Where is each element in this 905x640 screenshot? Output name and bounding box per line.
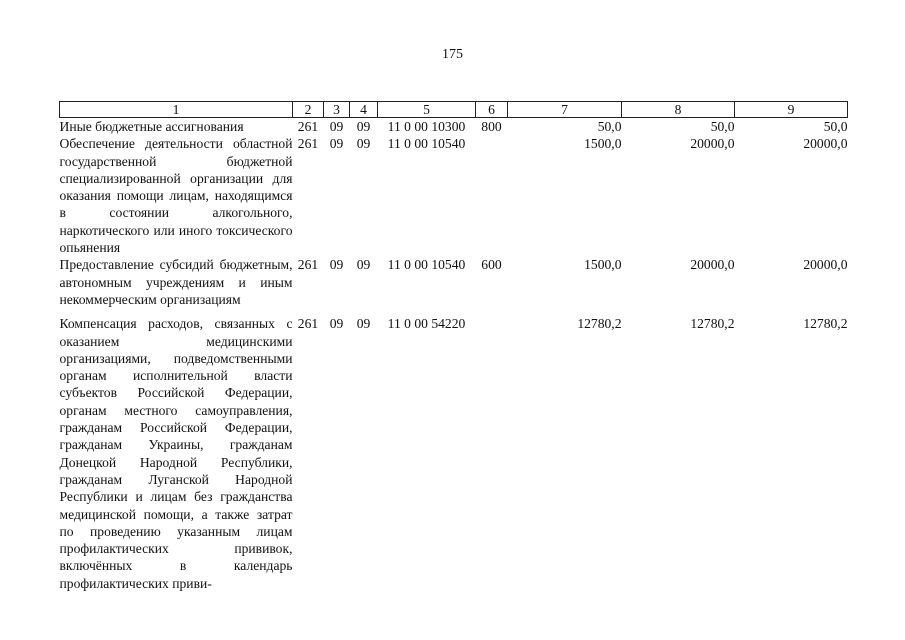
column-header-6: 6 [476,102,508,118]
table-row [60,135,848,256]
cell-col-9: 20000,0 [803,136,848,152]
cell-col-8: 50,0 [710,119,735,134]
column-header-5: 5 [378,102,476,118]
cell-col-5: 11 0 00 10540 [387,136,466,152]
column-header-1: 1 [60,102,293,118]
cell-col-7: 1500,0 [584,136,622,152]
row-description: Компенсация расходов, связанных с оказанием медицинскими организациями, подведомственными органам исполнительной власти субъектов Российской Федерации, органам местного самоуправления, гражданам Российской Федерации, гражданам Украины, гражданам Донецкой Народной Республики, гражданам Луганской Народной Республики и лицам без гражданства медицинской помощи, а также затрат по проведению указанным лицам профилактических прививок, включённых в календарь профилактических приви- [59,316,293,591]
cell-col-9: 12780,2 [803,316,848,332]
table-row [60,308,848,592]
cell-col-2: 261 [297,316,319,332]
cell-col-8: 20000,0 [690,136,735,152]
cell-col-3: 09 [329,119,344,134]
column-header-4: 4 [350,102,378,118]
page-number: 175 [442,47,463,62]
table-row [60,118,848,136]
cell-col-8: 20000,0 [690,257,735,273]
cell-col-4: 09 [356,136,371,152]
cell-col-8: 12780,2 [690,316,735,332]
table-header-row [60,102,848,118]
cell-col-6: 600 [481,257,502,273]
cell-col-3: 09 [329,136,344,152]
cell-col-6 [476,308,508,592]
cell-col-5: 11 0 00 10540 [387,257,466,273]
cell-col-3: 09 [329,257,344,273]
table-row [60,256,848,308]
column-header-7: 7 [508,102,622,118]
column-header-8: 8 [622,102,735,118]
row-description: Иные бюджетные ассигнования [59,119,244,134]
cell-col-6 [476,135,508,256]
cell-col-2: 261 [297,119,319,134]
cell-col-2: 261 [297,136,319,152]
cell-col-7: 50,0 [597,119,622,134]
cell-col-5: 11 0 00 10300 [387,119,466,134]
cell-col-7: 1500,0 [584,257,622,273]
row-description: Предоставление субсидий бюджетным, автономным учреждениям и иным некоммерческим организациям [59,257,293,307]
cell-col-6: 800 [481,119,502,134]
cell-col-2: 261 [297,257,319,273]
cell-col-5: 11 0 00 54220 [387,316,466,332]
column-header-2: 2 [293,102,324,118]
budget-table [59,101,848,592]
cell-col-9: 20000,0 [803,257,848,273]
cell-col-4: 09 [356,257,371,273]
cell-col-7: 12780,2 [577,316,622,332]
cell-col-4: 09 [356,316,371,332]
row-description: Обеспечение деятельности областной государственной бюджетной специализированной организации для оказания помощи лицам, находящимся в состоянии алкогольного, наркотического или иного токсического опьянения [59,136,293,256]
cell-col-4: 09 [356,119,371,134]
column-header-9: 9 [735,102,848,118]
column-header-3: 3 [324,102,350,118]
cell-col-3: 09 [329,316,344,332]
cell-col-9: 50,0 [823,119,848,134]
